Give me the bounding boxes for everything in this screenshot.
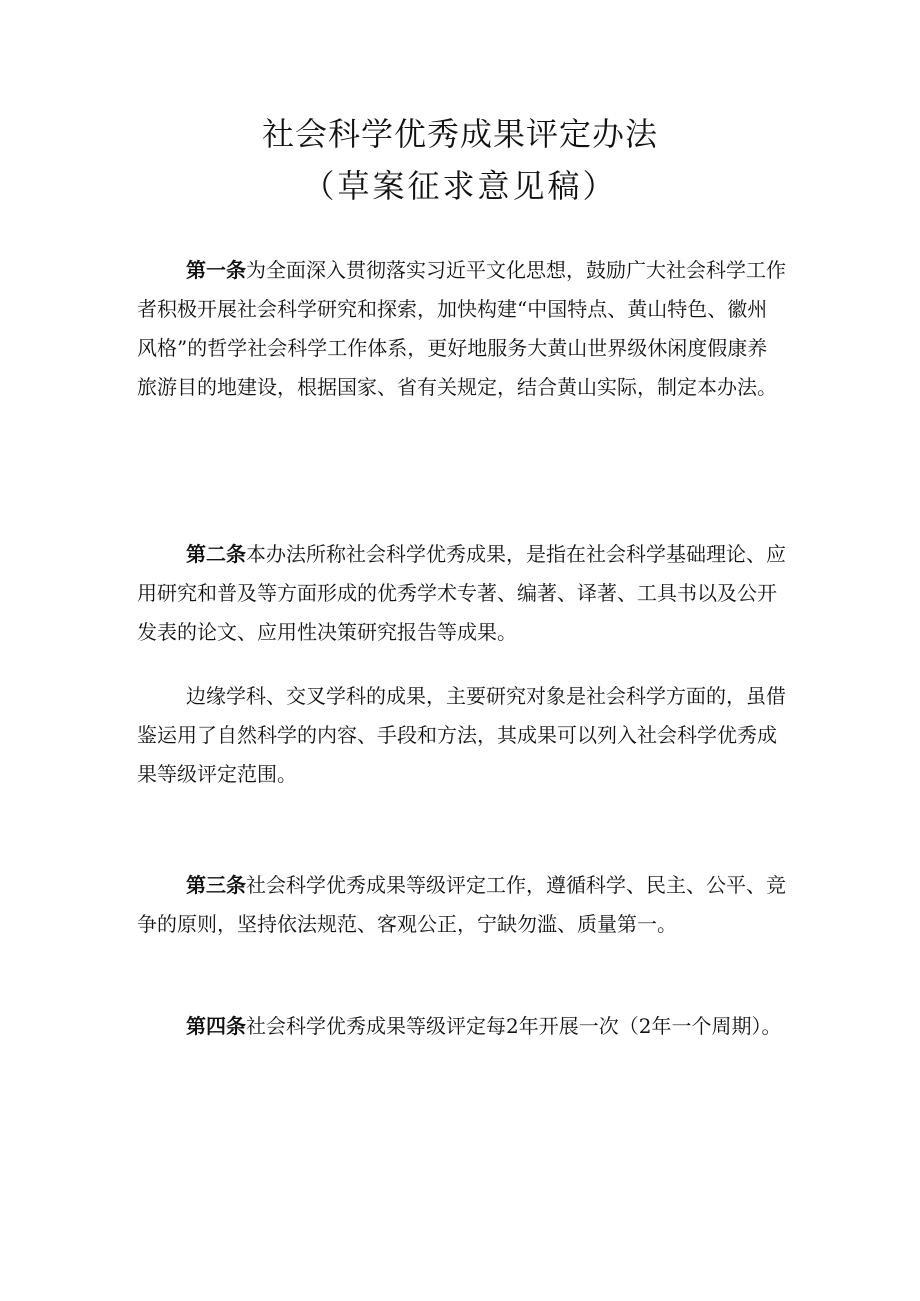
article-4-label: 第四条 xyxy=(186,1014,246,1038)
article-2-label: 第二条 xyxy=(186,542,246,566)
article-4-paragraph xyxy=(137,1007,787,1046)
article-1-text: 为全面深入贯彻落实习近平文化思想，鼓励广大社会科学工作者积极开展社会科学研究和探索，加快构建“中国特点、黄山特色、徽州风格”的哲学社会科学工作体系，更好地服务大黄山世界级休闲度假康养旅游目的地建设，根据国家、省有关规定，结合黄山实际，制定本办法。 xyxy=(137,258,786,399)
article-1-paragraph xyxy=(137,251,787,407)
article-3-text: 社会科学优秀成果等级评定工作，遵循科学、民主、公平、竞争的原则，坚持依法规范、客观公正，宁缺勿滥、质量第一。 xyxy=(137,873,786,936)
document-title: 社会科学优秀成果评定办法 xyxy=(261,115,658,153)
article-2-paragraph xyxy=(137,535,787,652)
article-1-label: 第一条 xyxy=(186,258,246,282)
document-subtitle: （草案征求意见稿） xyxy=(302,167,618,205)
article-3-label: 第三条 xyxy=(186,873,246,897)
article-3-paragraph xyxy=(137,866,787,944)
article-2-text: 本办法所称社会科学优秀成果，是指在社会科学基础理论、应用研究和普及等方面形成的优秀学术专著、编著、译著、工具书以及公开发表的论文、应用性决策研究报告等成果。 xyxy=(137,542,786,644)
article-4-text: 社会科学优秀成果等级评定每2年开展一次（2年一个周期）。 xyxy=(246,1014,782,1038)
article-2-paragraph-2: 边缘学科、交叉学科的成果，主要研究对象是社会科学方面的，虽借鉴运用了自然科学的内容、手段和方法，其成果可以列入社会科学优秀成果等级评定范围。 xyxy=(137,684,786,786)
